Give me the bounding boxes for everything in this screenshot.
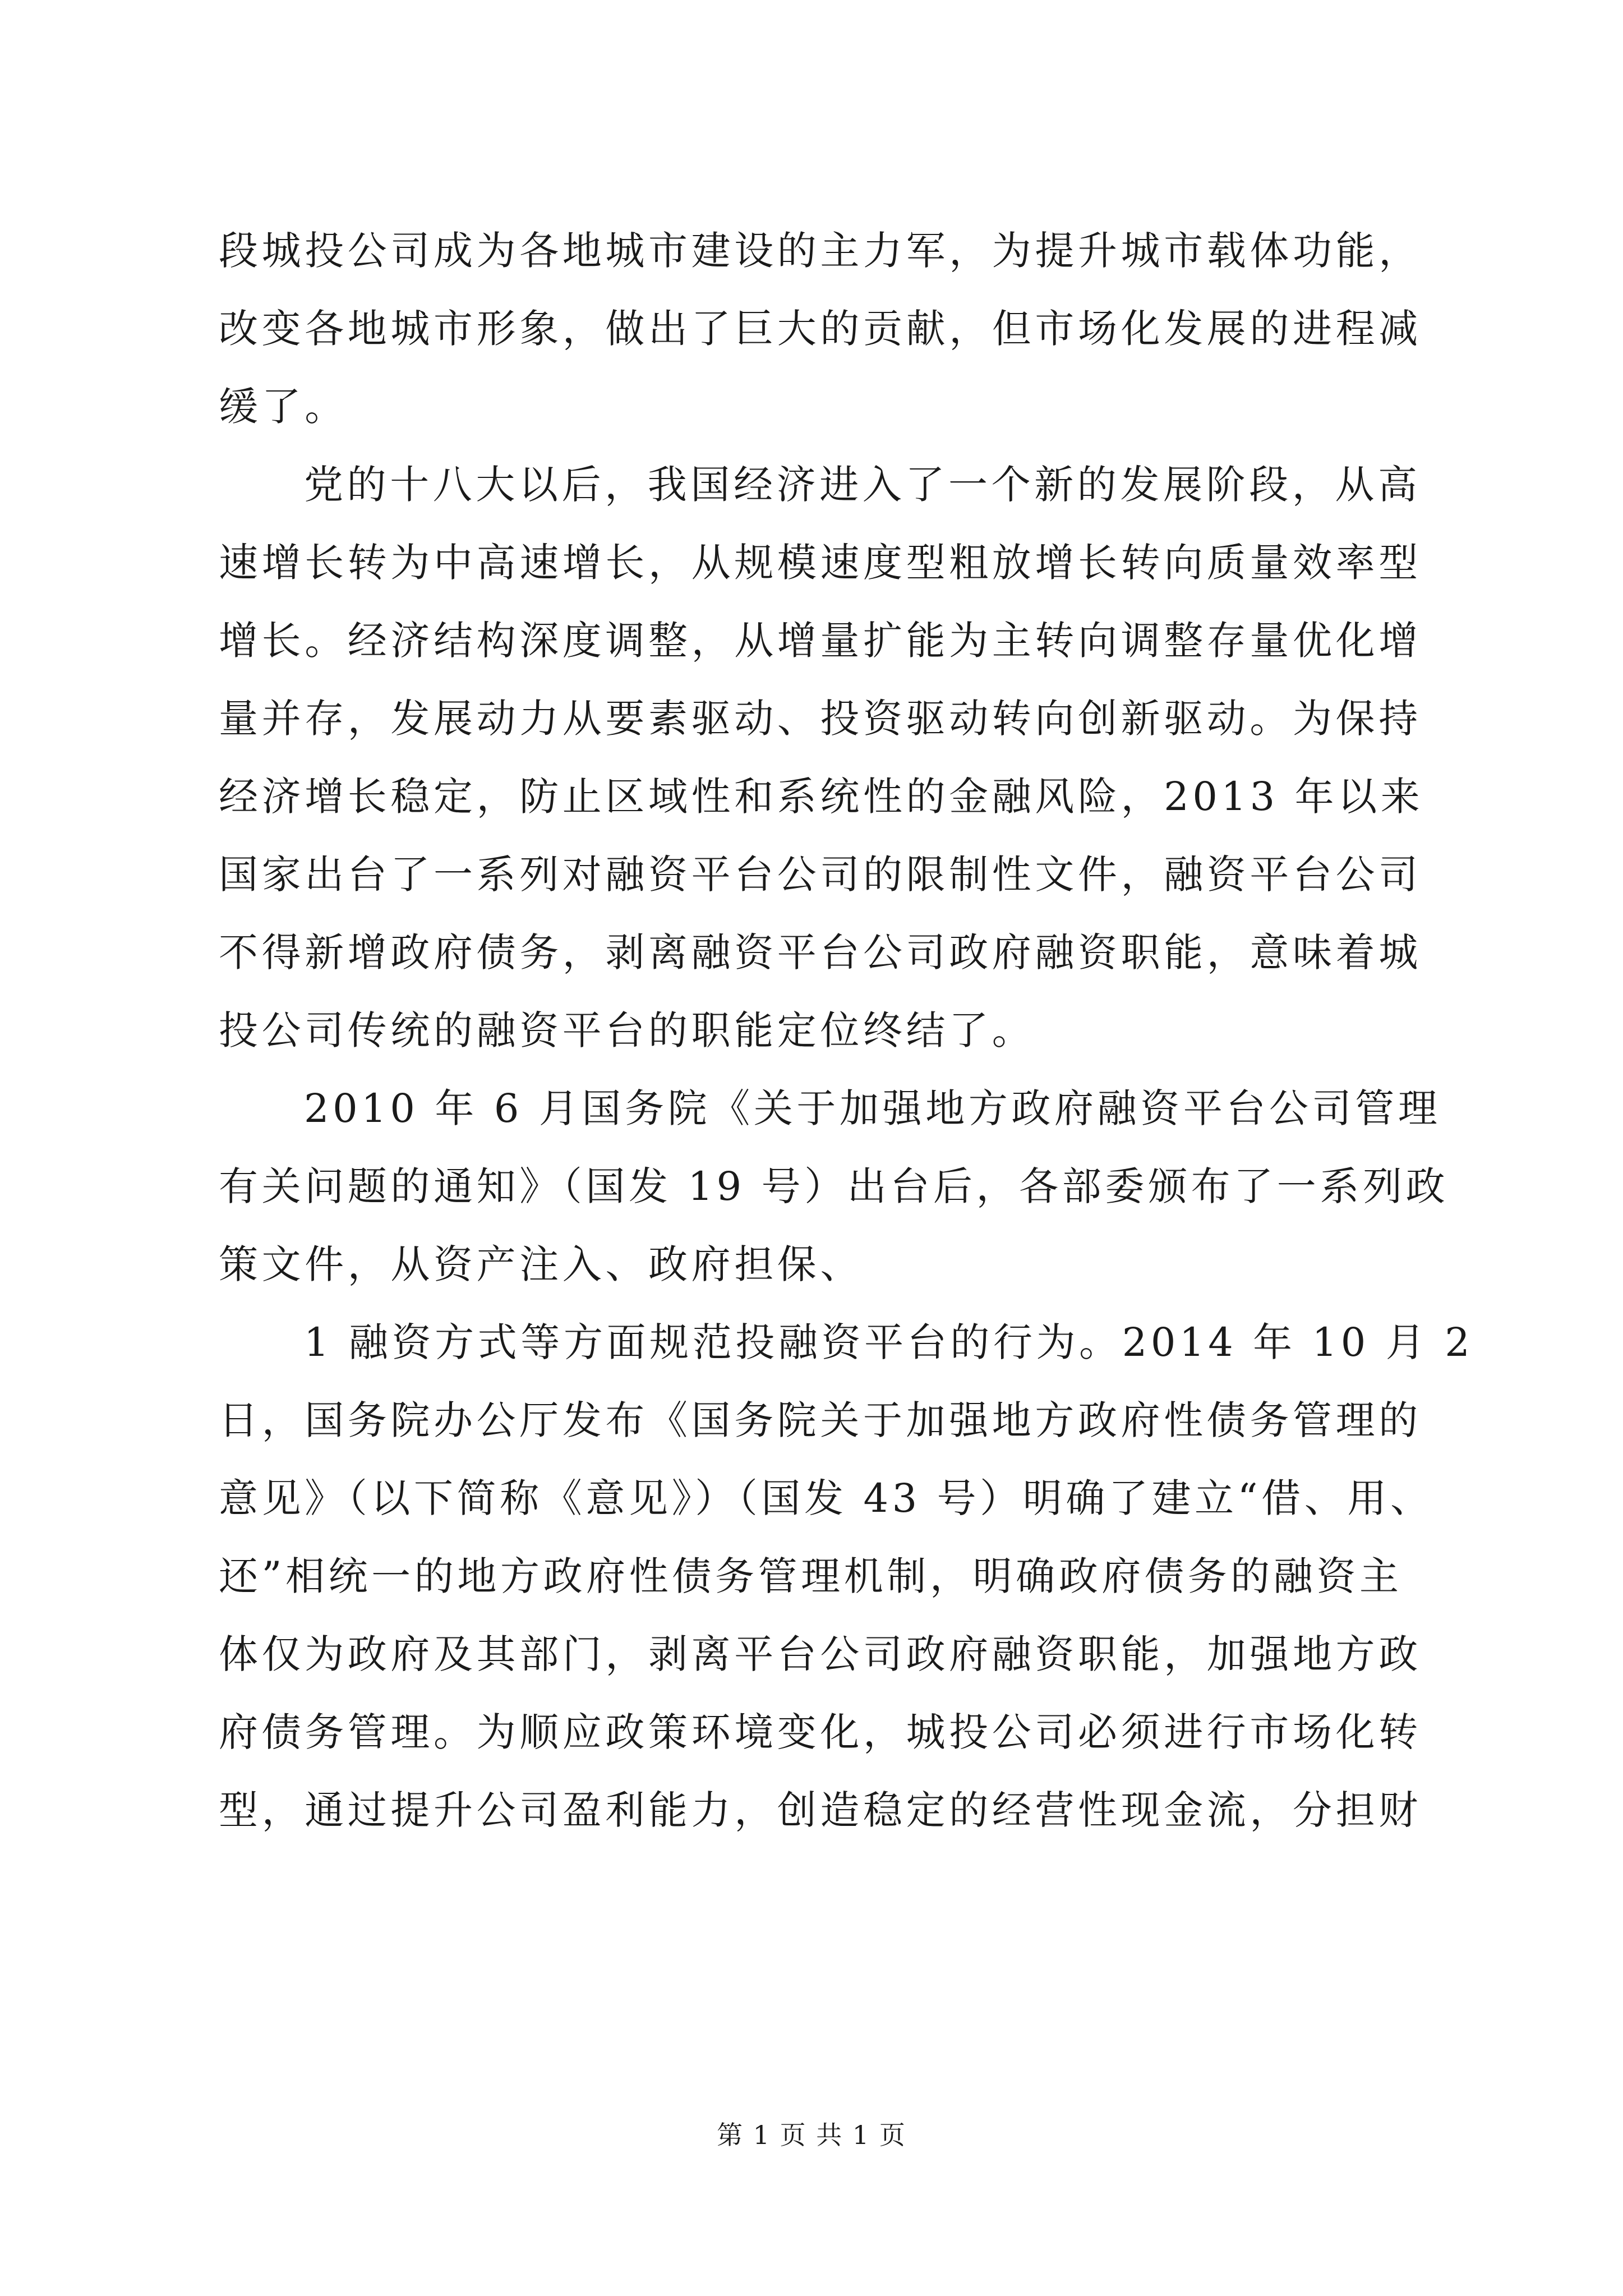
text-line: 府债务管理。为顺应政策环境变化，城投公司必须进行市场化转 bbox=[219, 1709, 1422, 1755]
text-line: 意见》（以下简称《意见》）（国发 43 号）明确了建立“借、用、 bbox=[219, 1475, 1433, 1521]
text-line: 改变各地城市形象，做出了巨大的贡献，但市场化发展的进程减 bbox=[219, 306, 1422, 352]
text-line: 党的十八大以后，我国经济进入了一个新的发展阶段，从高 bbox=[304, 462, 1421, 508]
text-line: 经济增长稳定，防止区域性和系统性的金融风险，2013 年以来 bbox=[219, 774, 1424, 820]
text-line: 量并存，发展动力从要素驱动、投资驱动转向创新驱动。为保持 bbox=[219, 696, 1422, 742]
page-footer: 第 1 页 共 1 页 bbox=[717, 2120, 906, 2150]
text-line: 日，国务院办公厅发布《国务院关于加强地方政府性债务管理的 bbox=[219, 1397, 1422, 1443]
text-line: 段城投公司成为各地城市建设的主力军，为提升城市载体功能， bbox=[219, 228, 1422, 274]
text-line: 速增长转为中高速增长，从规模速度型粗放增长转向质量效率型 bbox=[219, 540, 1422, 586]
text-line: 国家出台了一系列对融资平台公司的限制性文件，融资平台公司 bbox=[219, 852, 1422, 898]
text-line: 2010 年 6 月国务院《关于加强地方政府融资平台公司管理 bbox=[304, 1085, 1441, 1131]
text-line: 增长。经济结构深度调整，从增量扩能为主转向调整存量优化增 bbox=[219, 618, 1422, 664]
text-line: 还”相统一的地方政府性债务管理机制，明确政府债务的融资主 bbox=[219, 1553, 1403, 1599]
body-text bbox=[219, 212, 1474, 1849]
text-line: 有关问题的通知》（国发 19 号）出台后，各部委颁布了一系列政 bbox=[219, 1163, 1449, 1209]
text-line: 策文件，从资产注入、政府担保、 bbox=[219, 1241, 863, 1287]
text-line: 缓了。 bbox=[219, 384, 348, 430]
text-line: 体仅为政府及其部门，剥离平台公司政府融资职能，加强地方政 bbox=[219, 1631, 1422, 1677]
text-line: 投公司传统的融资平台的职能定位终结了。 bbox=[219, 1007, 1035, 1053]
text-line: 不得新增政府债务，剥离融资平台公司政府融资职能，意味着城 bbox=[219, 930, 1422, 976]
text-line: 1 融资方式等方面规范投融资平台的行为。2014 年 10 月 2 bbox=[304, 1319, 1474, 1365]
text-line: 型，通过提升公司盈利能力，创造稳定的经营性现金流，分担财 bbox=[219, 1787, 1422, 1833]
